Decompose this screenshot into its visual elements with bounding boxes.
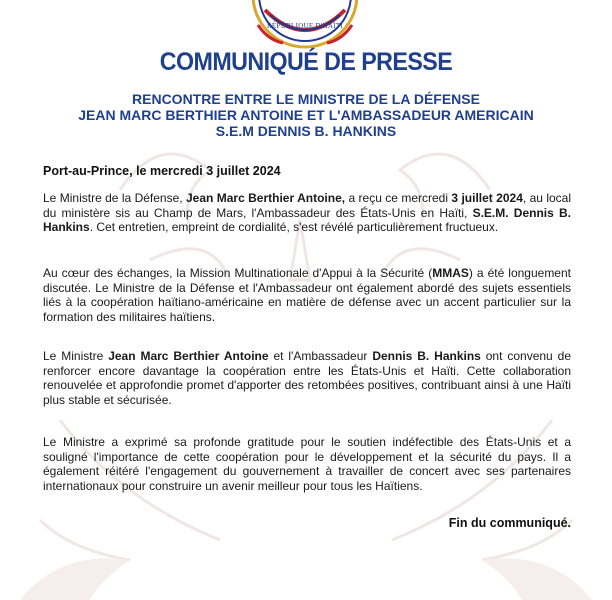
- seal-caption: RÉPUBLIQUE D'HAÏTI: [266, 22, 344, 30]
- bold-text: Jean Marc Berthier Antoine: [108, 349, 269, 363]
- subtitle-line: S.E.M DENNIS B. HANKINS: [215, 123, 397, 139]
- text: Au cœur des échanges, la Mission Multinationale d'Appui à la Sécurité (: [43, 266, 433, 280]
- text: . Cet entretien, empreint de cordialité, s'est révélé particulièrement fructueux.: [89, 220, 499, 234]
- paragraph-2: [43, 266, 571, 324]
- text: Le Ministre a exprimé sa profonde gratitude pour le soutien indéfectible des États-Unis et a souligné l'importance de cette coopération pour le développement et la sécurité du pays. Il a également réitéré l'engagement du gouvernement à travailler de concert avec ses partenaires internationaux pour construire un avenir meilleur pour tous les Haïtiens.: [43, 435, 571, 493]
- bold-text: 3 juillet 2024: [451, 191, 523, 205]
- bold-text: S.E.M. Dennis B. Hankins: [43, 205, 571, 234]
- text: et l'Ambassadeur: [268, 349, 373, 363]
- page-title: COMMUNIQUÉ DE PRESSE: [159, 48, 453, 76]
- text: ) a été longuement discutée. Le Ministre de la Défense et l'Ambassadeur ont également abordé des sujets essentiels liés à la coopération haïtiano-américaine en matière de défense avec un accent particulier sur la formation des militaires haïtiens.: [43, 266, 571, 324]
- subtitle-block: [0, 91, 612, 139]
- paragraph-3: [43, 349, 571, 407]
- text: Le Ministre: [43, 349, 109, 363]
- text: Le Ministre de la Défense,: [43, 191, 186, 205]
- paragraph-1: [43, 191, 571, 235]
- text: , au local du ministère sis au Champ de Mars, l'Ambassadeur des États-Unis en Haïti,: [43, 191, 572, 220]
- bold-text: MMAS: [432, 266, 469, 280]
- closing-line: Fin du communiqué.: [448, 516, 571, 530]
- bold-text: Dennis B. Hankins: [372, 349, 481, 363]
- dateline: Port-au-Prince, le mercredi 3 juillet 2024: [43, 164, 281, 178]
- bold-text: Jean Marc Berthier Antoine,: [186, 191, 346, 205]
- subtitle-line: JEAN MARC BERTHIER ANTOINE ET L'AMBASSADEUR AMERICAIN: [78, 107, 534, 123]
- paragraph-4: [43, 435, 571, 493]
- text: ont convenu de renforcer encore davantage la coopération entre les États-Unis et Haïti. Cette collaboration renouvelée et approfondie promet d'apporter des retombées positives, contribuant ainsi à une Haïti plus stable et sécurisée.: [43, 349, 571, 407]
- text: a reçu ce mercredi: [345, 191, 452, 205]
- subtitle-line: RENCONTRE ENTRE LE MINISTRE DE LA DÉFENSE: [132, 91, 480, 107]
